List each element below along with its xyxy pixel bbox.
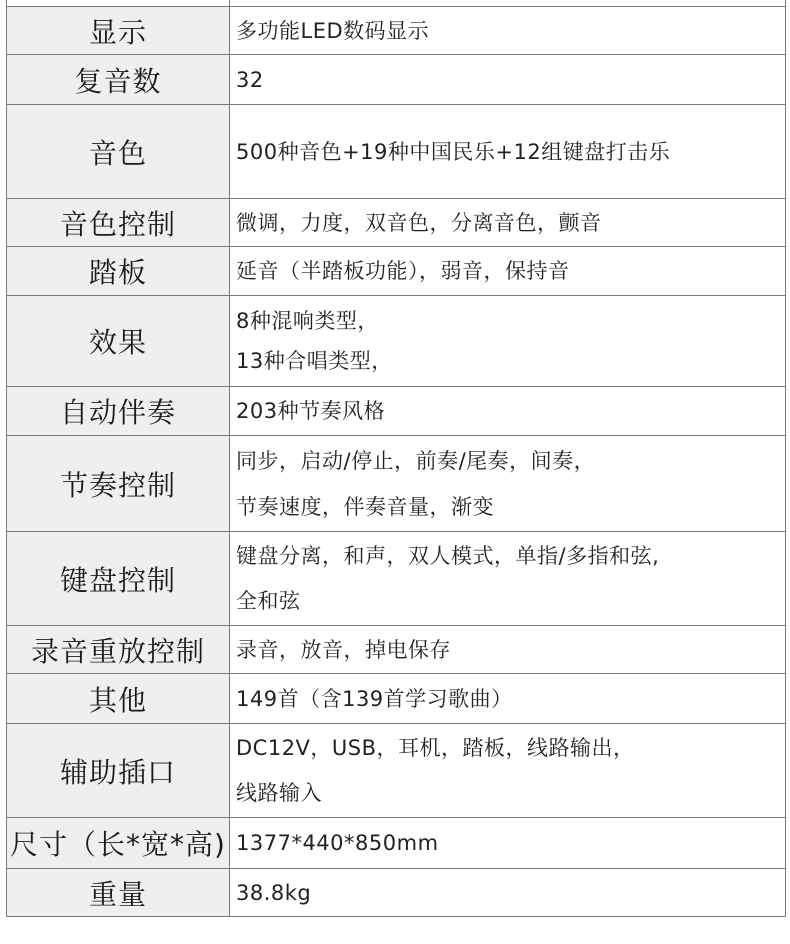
table-row <box>7 387 786 436</box>
table-row <box>7 105 786 199</box>
spec-key: 复音数 <box>7 55 230 105</box>
spec-key: 录音重放控制 <box>7 626 230 674</box>
spec-value-line: 节奏速度，伴奏音量，渐变 <box>236 494 494 519</box>
spec-key: 尺寸（长*宽*高) <box>7 818 230 869</box>
spec-value-line: 500种音色+19种中国民乐+12组键盘打击乐 <box>236 139 671 164</box>
spec-key: 效果 <box>7 296 230 387</box>
spec-key: 音色控制 <box>7 199 230 247</box>
spec-value <box>230 55 786 105</box>
spec-key: 重量 <box>7 869 230 917</box>
table-row <box>7 296 786 387</box>
spec-value-line: 多功能LED数码显示 <box>236 18 430 43</box>
spec-value-line: 1377*440*850mm <box>236 831 439 855</box>
spec-key: 自动伴奏 <box>7 387 230 436</box>
spec-value <box>230 532 786 626</box>
spec-table <box>6 0 786 917</box>
spec-value <box>230 724 786 818</box>
spec-key: 键盘控制 <box>7 532 230 626</box>
spec-key: 显示 <box>7 7 230 55</box>
spec-value-line: 全和弦 <box>236 588 301 613</box>
table-row <box>7 199 786 247</box>
spec-value-line: 录音，放音，掉电保存 <box>236 637 451 662</box>
spec-value <box>230 199 786 247</box>
spec-value-line: 同步，启动/停止，前奏/尾奏，间奏， <box>236 448 596 473</box>
table-row <box>7 724 786 818</box>
spec-value-line: DC12V，USB，耳机，踏板，线路输出， <box>236 735 635 760</box>
spec-value-line: 149首（含139首学习歌曲） <box>236 686 513 711</box>
spec-value-line: 线路输入 <box>236 780 322 805</box>
spec-key: 节奏控制 <box>7 436 230 532</box>
table-row <box>7 869 786 917</box>
spec-value-line: 203种节奏风格 <box>236 399 386 423</box>
table-row <box>7 7 786 55</box>
spec-value-line: 延音（半踏板功能），弱音，保持音 <box>236 259 570 283</box>
table-row <box>7 247 786 296</box>
table-row <box>7 674 786 724</box>
spec-value-line: 键盘分离，和声，双人模式，单指/多指和弦, <box>236 543 660 568</box>
spec-value <box>230 105 786 199</box>
spec-value <box>230 247 786 296</box>
spec-value-line: 38.8kg <box>236 880 312 905</box>
table-row <box>7 532 786 626</box>
table-row <box>7 436 786 532</box>
spec-value <box>230 387 786 436</box>
table-row <box>7 818 786 869</box>
table-row <box>7 55 786 105</box>
spec-value-line: 13种合唱类型， <box>236 349 393 373</box>
spec-value <box>230 869 786 917</box>
table-row <box>7 626 786 674</box>
spec-value <box>230 818 786 869</box>
spec-value <box>230 436 786 532</box>
spec-value <box>230 626 786 674</box>
spec-key: 其他 <box>7 674 230 724</box>
spec-value-line: 微调，力度，双音色，分离音色，颤音 <box>236 210 602 235</box>
spec-value <box>230 7 786 55</box>
spec-key: 音色 <box>7 105 230 199</box>
spec-value-line: 32 <box>236 67 264 92</box>
spec-value <box>230 674 786 724</box>
spec-value <box>230 296 786 387</box>
spec-key: 辅助插口 <box>7 724 230 818</box>
spec-value-line: 8种混响类型， <box>236 309 379 333</box>
spec-key: 踏板 <box>7 247 230 296</box>
